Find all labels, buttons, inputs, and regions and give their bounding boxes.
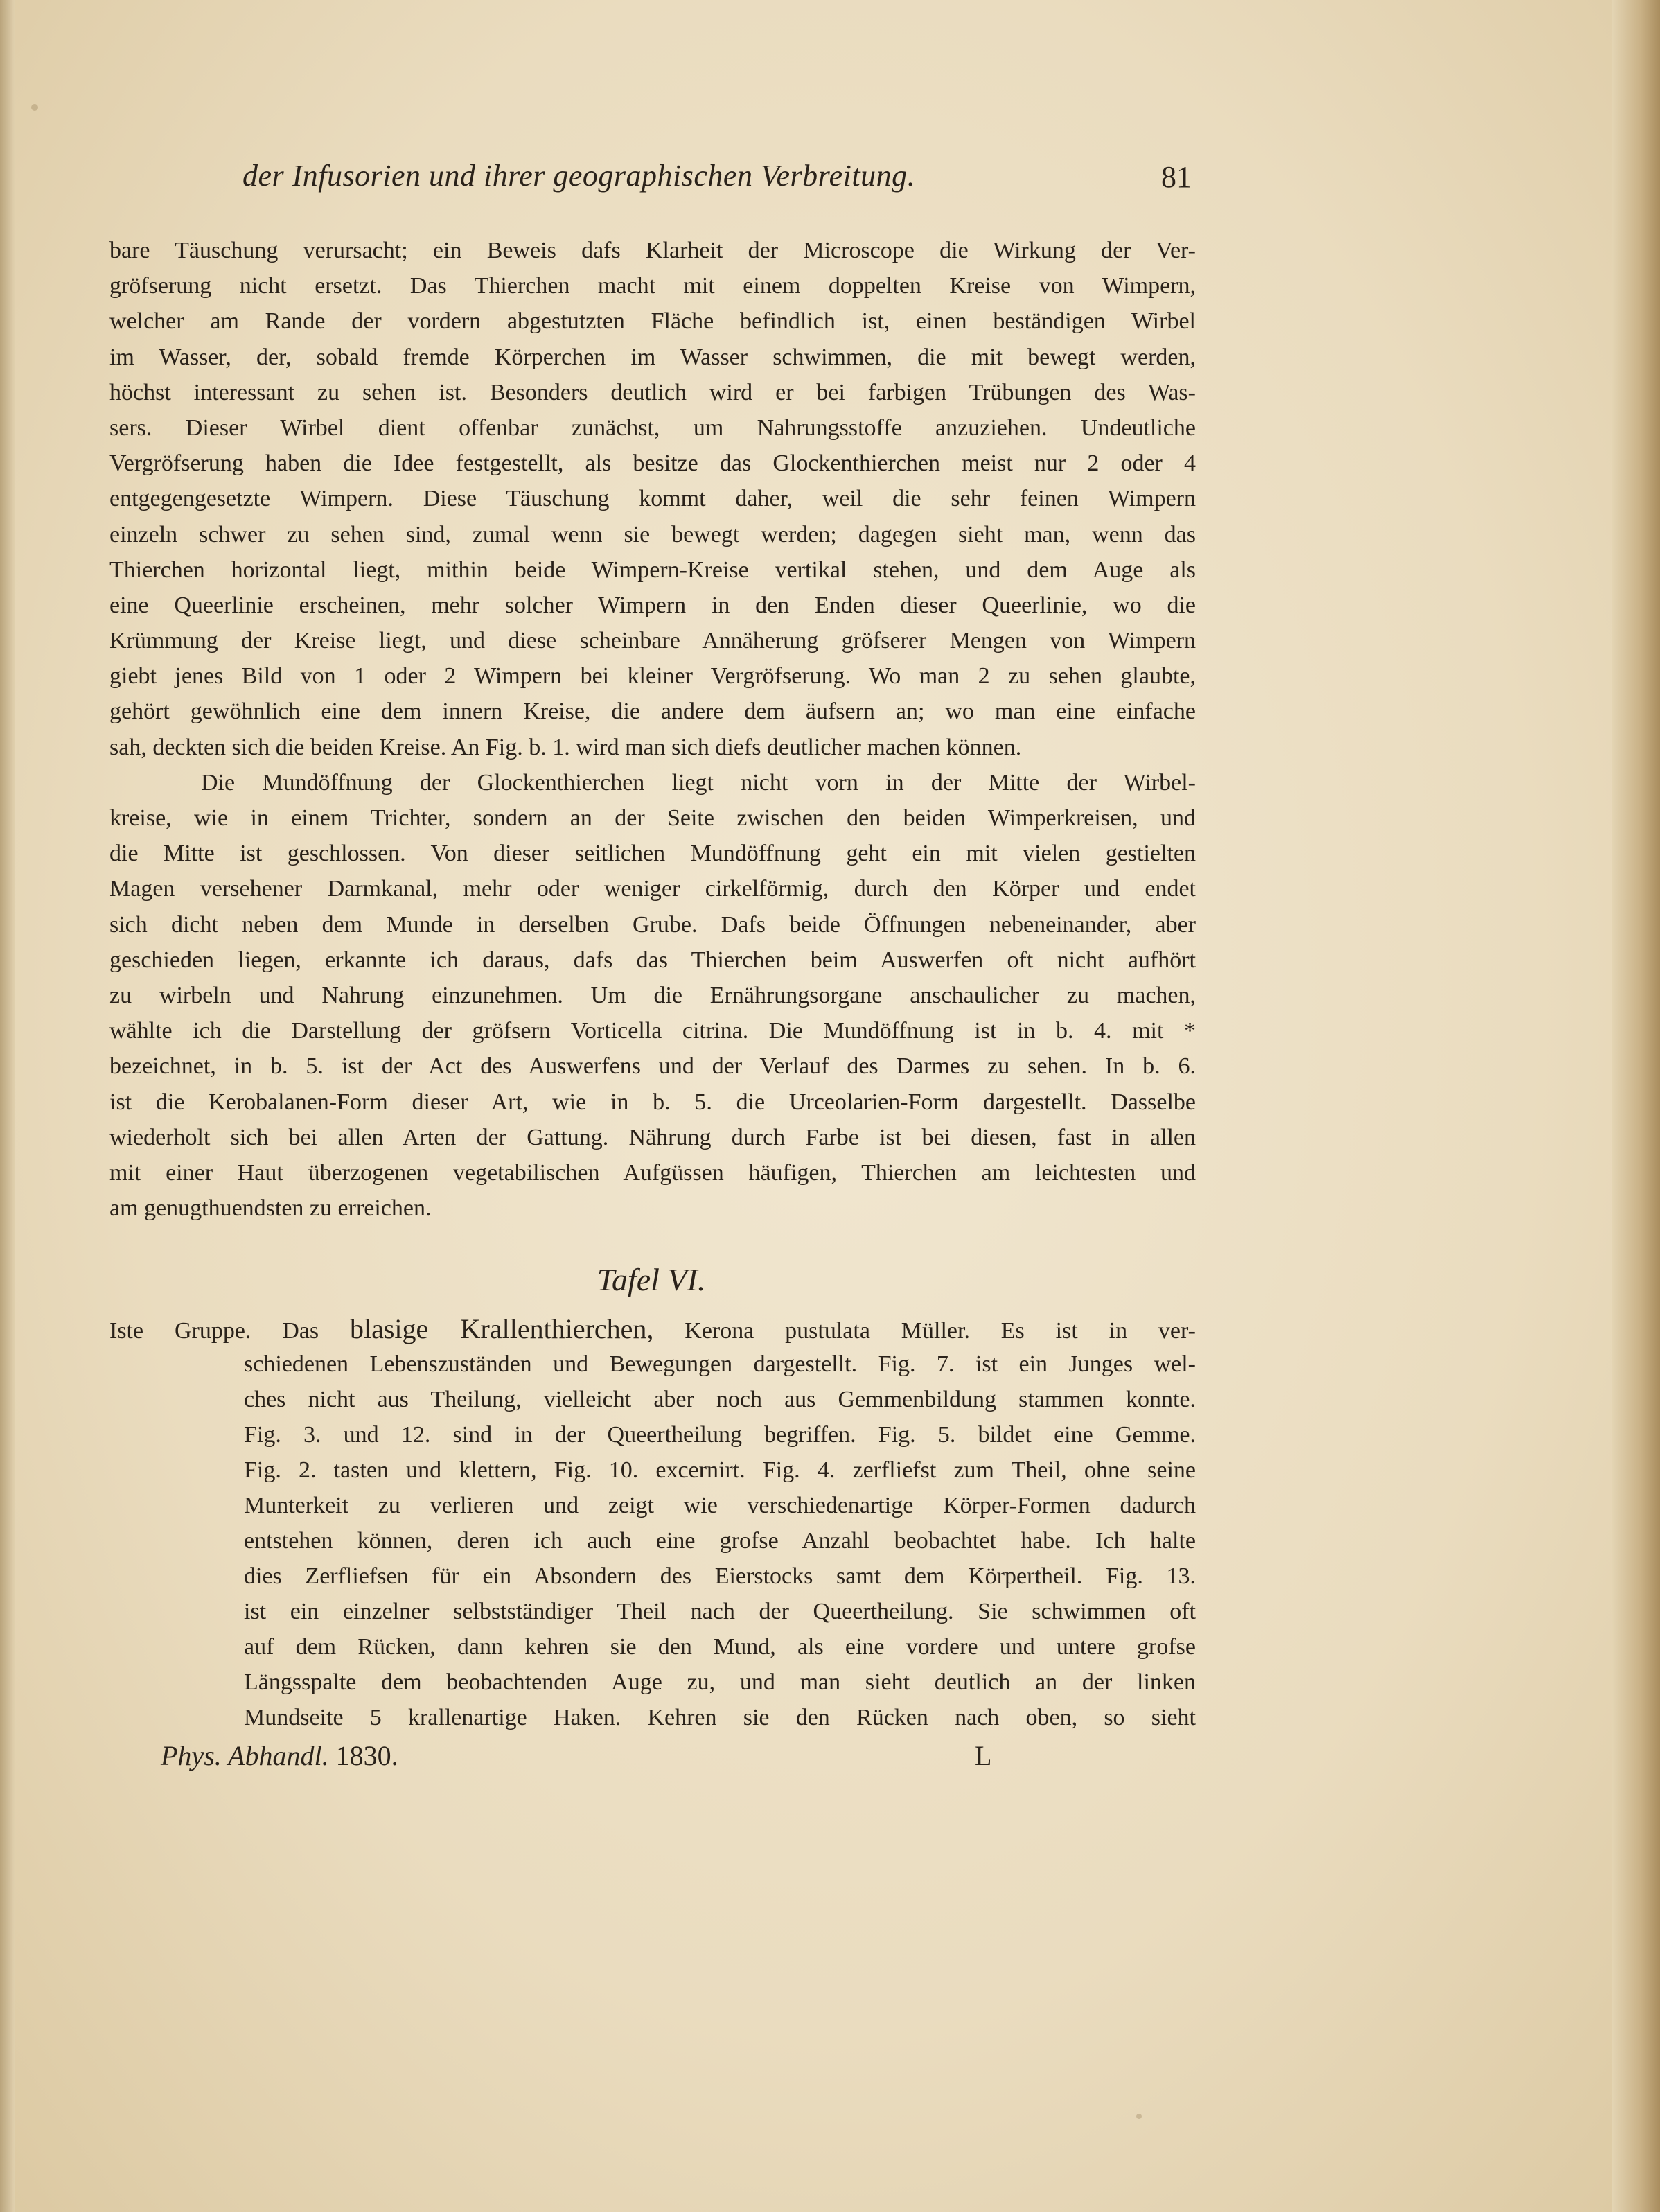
text-line: sich dicht neben dem Munde in derselben Grube. Dafs beide Öffnungen nebeneinander, aber [109,911,1196,938]
group-description [109,1311,1196,1735]
signature-mark: L [975,1740,992,1771]
text-line: welcher am Rande der vordern abgestutzten Fläche befindlich ist, einen beständigen Wirbel [109,308,1196,335]
text-line: Vergröfserung haben die Idee festgestellt, als besitze das Glockenthierchen meist nur 2 oder 4 [109,450,1196,477]
group-text-line: ches nicht aus Theilung, vielleicht aber noch aus Gemmenbildung stammen konnte. [244,1387,1196,1412]
group-text-line: Fig. 3. und 12. sind in der Queertheilung begriffen. Fig. 5. bildet eine Gemme. [244,1422,1196,1448]
group-text-line: entstehen können, deren ich auch eine grofse Anzahl beobachtet habe. Ich halte [244,1528,1196,1554]
page-number: 81 [1161,160,1192,194]
section-title: Tafel VI. [597,1262,706,1297]
text-line: Magen versehener Darmkanal, mehr oder weniger cirkelförmig, durch den Körper und endet [109,876,1196,902]
text-line: gehört gewöhnlich eine dem innern Kreise, die andere dem äufsern an; wo man eine einfache [109,699,1196,725]
text-line: Die Mundöffnung der Glockenthierchen liegt nicht vorn in der Mitte der Wirbel- [201,769,1196,796]
group-text-line: Längsspalte dem beobachtenden Auge zu, und man sieht deutlich an der linken [244,1669,1196,1695]
text-line: zu wirbeln und Nahrung einzunehmen. Um die Ernährungsorgane anschaulicher zu machen, [109,982,1196,1008]
text-line: wählte ich die Darstellung der gröfsern Vorticella citrina. Die Mundöffnung ist in b. 4. mit * [109,1018,1196,1044]
group-text-line: Fig. 2. tasten und klettern, Fig. 10. excernirt. Fig. 4. zerfliefst zum Theil, ohne seine [244,1457,1196,1483]
text-line: wiederholt sich bei allen Arten der Gattung. Nährung durch Farbe ist bei diesen, fast in allen [109,1124,1196,1150]
group-text-line: schiedenen Lebenszuständen und Bewegungen dargestellt. Fig. 7. ist ein Junges wel- [244,1351,1196,1377]
text-line: Krümmung der Kreise liegt, und diese scheinbare Annäherung gröfserer Mengen von Wimpern [109,628,1196,654]
group-text-line: dies Zerfliefsen für ein Absondern des Eierstocks samt dem Körpertheil. Fig. 13. [244,1563,1196,1589]
body-text [109,233,1196,1226]
text-line: kreise, wie in einem Trichter, sondern an der Seite zwischen den beiden Wimperkreisen, und [109,805,1196,831]
group-lines [109,1346,1196,1735]
text-line: die Mitte ist geschlossen. Von dieser seitlichen Mundöffnung geht ein mit vielen gestielten [109,841,1196,867]
text-line: am genugthuendsten zu erreichen. [109,1195,432,1222]
text-line: Thierchen horizontal liegt, mithin beide Wimpern-Kreise vertikal stehen, und dem Auge als [109,556,1196,583]
group-text-line: Mundseite 5 krallenartige Haken. Kehren sie den Rücken nach oben, so sieht [244,1705,1196,1730]
text-line: sah, deckten sich die beiden Kreise. An Fig. b. 1. wird man sich diefs deutlicher machen können. [109,734,1022,760]
group-first-line-rest: Kerona pustulata Müller. Es ist in ver- [653,1318,1196,1344]
running-head: der Infusorien und ihrer geographischen Verbreitung. [242,159,916,193]
footer-journal [161,1739,398,1772]
text-line: giebt jenes Bild von 1 oder 2 Wimpern bei kleiner Vergröfserung. Wo man 2 zu sehen glaubte, [109,663,1196,690]
text-line: geschieden liegen, erkannte ich daraus, dafs das Thierchen beim Auswerfen oft nicht aufhört [109,947,1196,973]
paragraph-2 [109,765,1196,1226]
group-text-line: ist ein einzelner selbstständiger Theil nach der Queertheilung. Sie schwimmen oft [244,1599,1196,1624]
page-edge-left [0,0,15,2212]
text-line: bezeichnet, in b. 5. ist der Act des Auswerfens und der Verlauf des Darmes zu sehen. In b. 6. [109,1053,1196,1080]
text-line: gröfserung nicht ersetzt. Das Thierchen macht mit einem doppelten Kreise von Wimpern, [109,273,1196,299]
text-line: entgegengesetzte Wimpern. Diese Täuschung kommt daher, weil die sehr feinen Wimpern [109,486,1196,512]
group-lead: Iste Gruppe. Das [109,1318,350,1344]
text-line: mit einer Haut überzogenen vegetabilischen Aufgüssen häufigen, Thierchen am leichtesten und [109,1159,1196,1186]
paragraph-1 [109,233,1196,765]
paper-stain [31,104,38,111]
text-line: höchst interessant zu sehen ist. Besonders deutlich wird er bei farbigen Trübungen des Was- [109,379,1196,405]
group-text-line: auf dem Rücken, dann kehren sie den Mund, als eine vordere und untere grofse [244,1634,1196,1660]
journal-name: Phys. Abhandl. [161,1740,329,1771]
journal-year: 1830. [335,1740,398,1771]
text-line: einzeln schwer zu sehen sind, zumal wenn sie bewegt werden; dagegen sieht man, wenn das [109,521,1196,547]
group-text-line: Munterkeit zu verlieren und zeigt wie verschiedenartige Körper-Formen dadurch [244,1493,1196,1518]
text-line: ist die Kerobalanen-Form dieser Art, wie in b. 5. die Urceolarien-Form dargestellt. Dasselbe [109,1089,1196,1115]
group-first-line [109,1311,1196,1346]
text-line: sers. Dieser Wirbel dient offenbar zunächst, um Nahrungsstoffe anzuziehen. Undeutliche [109,414,1196,441]
text-line: im Wasser, der, sobald fremde Körperchen im Wasser schwimmen, die mit bewegt werden, [109,344,1196,370]
paper-stain [1136,2114,1142,2119]
page-edge-right [1612,0,1660,2212]
page-footer [161,1739,1214,1781]
text-line: eine Queerlinie erscheinen, mehr solcher Wimpern in den Enden dieser Queerlinie, wo die [109,592,1196,618]
group-species-name: blasige Krallenthierchen, [350,1313,654,1344]
text-line: bare Täuschung verursacht; ein Beweis dafs Klarheit der Microscope die Wirkung der Ver- [109,238,1196,263]
page-header [111,158,1192,207]
